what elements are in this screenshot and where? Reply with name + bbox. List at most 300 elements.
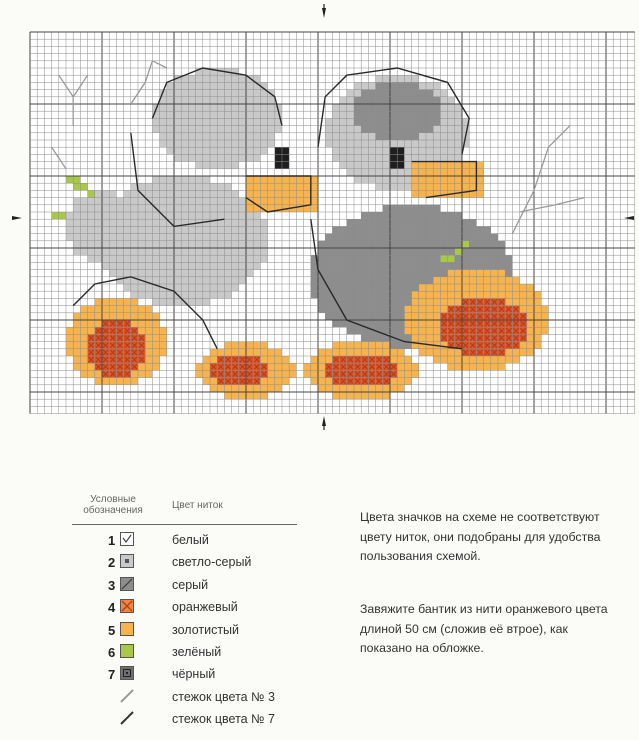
stitch-cell xyxy=(340,392,347,399)
stitch-cell xyxy=(404,334,411,341)
stitch-cell xyxy=(368,118,375,125)
stitch-cell xyxy=(232,147,239,154)
stitch-cell xyxy=(397,306,404,313)
stitch-cell xyxy=(397,378,404,385)
stitch-cell xyxy=(433,82,440,89)
stitch-cell xyxy=(246,147,253,154)
stitch-cell xyxy=(210,248,217,255)
stitch-cell xyxy=(160,334,167,341)
stitch-cell xyxy=(239,234,246,241)
stitch-cell xyxy=(260,133,267,140)
stitch-cell xyxy=(347,270,354,277)
stitch-cell xyxy=(368,385,375,392)
stitch-cell xyxy=(188,262,195,269)
stitch-cell xyxy=(397,90,404,97)
stitch-cell xyxy=(505,291,512,298)
stitch-cell xyxy=(73,342,80,349)
stitch-cell xyxy=(217,226,224,233)
stitch-cell xyxy=(376,241,383,248)
stitch-cell xyxy=(440,97,447,104)
legend-row xyxy=(72,575,312,597)
stitch-cell xyxy=(325,306,332,313)
stitch-cell xyxy=(167,126,174,133)
stitch-cell xyxy=(376,313,383,320)
stitch-cell xyxy=(174,82,181,89)
stitch-cell xyxy=(131,291,138,298)
stitch-cell xyxy=(347,306,354,313)
stitch-cell xyxy=(440,291,447,298)
stitch-cell xyxy=(167,291,174,298)
stitch-cell xyxy=(210,356,217,363)
stitch-cell xyxy=(145,327,152,334)
arrow-right-icon xyxy=(12,216,22,220)
stitch-cell xyxy=(476,234,483,241)
stitch-cell xyxy=(354,284,361,291)
stitch-cell xyxy=(332,277,339,284)
stitch-cell xyxy=(73,313,80,320)
stitch-cell xyxy=(160,118,167,125)
stitch-cell xyxy=(354,133,361,140)
stitch-cell xyxy=(376,248,383,255)
legend-label: серый xyxy=(172,577,209,592)
stitch-cell xyxy=(73,212,80,219)
stitch-cell xyxy=(232,198,239,205)
stitch-cell xyxy=(397,154,404,161)
stitch-cell xyxy=(275,126,282,133)
stitch-cell xyxy=(311,370,318,377)
stitch-cell xyxy=(152,349,159,356)
stitch-cell xyxy=(181,104,188,111)
stitch-cell xyxy=(260,241,267,248)
stitch-cell xyxy=(116,313,123,320)
legend-number: 6 xyxy=(108,644,116,660)
stitch-cell xyxy=(397,262,404,269)
stitch-cell xyxy=(368,284,375,291)
stitch-cell xyxy=(397,140,404,147)
stitch-cell xyxy=(196,205,203,212)
stitch-cell xyxy=(325,270,332,277)
stitch-cell xyxy=(397,327,404,334)
stitch-cell xyxy=(520,284,527,291)
stitch-cell xyxy=(397,205,404,212)
stitch-cell xyxy=(116,234,123,241)
stitch-cell xyxy=(412,291,419,298)
stitch-cell xyxy=(268,349,275,356)
stitch-cell xyxy=(361,349,368,356)
stitch-cell xyxy=(145,334,152,341)
stitch-cell xyxy=(325,255,332,262)
note-bow xyxy=(360,600,610,659)
stitch-cell xyxy=(174,118,181,125)
stitch-cell xyxy=(210,75,217,82)
stitch-cell xyxy=(476,270,483,277)
legend-symbol-slash-icon xyxy=(120,577,134,591)
stitch-cell xyxy=(527,306,534,313)
stitch-cell xyxy=(260,147,267,154)
stitch-cell xyxy=(217,270,224,277)
legend-symbol-dot-icon xyxy=(120,554,134,568)
stitch-cell xyxy=(181,291,188,298)
stitch-cell xyxy=(289,198,296,205)
stitch-cell xyxy=(397,219,404,226)
stitch-cell xyxy=(95,298,102,305)
stitch-cell xyxy=(520,291,527,298)
stitch-cell xyxy=(246,90,253,97)
stitch-cell xyxy=(224,392,231,399)
stitch-cell xyxy=(95,219,102,226)
stitch-cell xyxy=(390,327,397,334)
stitch-cell xyxy=(440,349,447,356)
stitch-cell xyxy=(376,298,383,305)
stitch-cell xyxy=(203,133,210,140)
stitch-cell xyxy=(196,82,203,89)
stitch-cell xyxy=(354,255,361,262)
stitch-cell xyxy=(397,342,404,349)
stitch-cell xyxy=(145,183,152,190)
stitch-cell xyxy=(239,198,246,205)
stitch-cell xyxy=(196,90,203,97)
legend xyxy=(72,494,312,727)
stitch-cell xyxy=(145,320,152,327)
stitch-cell xyxy=(268,190,275,197)
stitch-cell xyxy=(145,226,152,233)
stitch-cell xyxy=(188,277,195,284)
stitch-cell xyxy=(167,104,174,111)
stitch-cell xyxy=(232,277,239,284)
stitch-cell xyxy=(469,226,476,233)
stitch-cell xyxy=(383,298,390,305)
stitch-cell xyxy=(196,97,203,104)
stitch-cell xyxy=(426,248,433,255)
stitch-cell xyxy=(232,111,239,118)
stitch-cell xyxy=(361,133,368,140)
stitch-cell xyxy=(217,284,224,291)
stitch-cell xyxy=(210,291,217,298)
stitch-cell xyxy=(354,234,361,241)
stitch-cell xyxy=(203,298,210,305)
stitch-cell xyxy=(152,363,159,370)
stitch-cell xyxy=(311,190,318,197)
stitch-cell xyxy=(217,234,224,241)
stitch-cell xyxy=(332,349,339,356)
stitch-cell xyxy=(210,385,217,392)
stitch-cell xyxy=(455,140,462,147)
stitch-cell xyxy=(296,183,303,190)
stitch-cell xyxy=(491,356,498,363)
stitch-cell xyxy=(138,370,145,377)
stitch-cell xyxy=(498,284,505,291)
stitch-cell xyxy=(232,385,239,392)
stitch-cell xyxy=(426,255,433,262)
stitch-cell xyxy=(412,241,419,248)
stitch-cell xyxy=(390,183,397,190)
stitch-cell xyxy=(412,277,419,284)
stitch-cell xyxy=(476,356,483,363)
stitch-cell xyxy=(390,306,397,313)
stitch-cell xyxy=(426,176,433,183)
stitch-cell xyxy=(246,190,253,197)
stitch-cell xyxy=(217,291,224,298)
stitch-cell xyxy=(332,226,339,233)
stitch-cell xyxy=(361,284,368,291)
stitch-cell xyxy=(354,140,361,147)
stitch-cell xyxy=(426,82,433,89)
stitch-cell xyxy=(188,205,195,212)
stitch-cell xyxy=(433,262,440,269)
stitch-cell xyxy=(397,133,404,140)
stitch-cell xyxy=(239,226,246,233)
stitch-cell xyxy=(282,147,289,154)
stitch-cell xyxy=(469,183,476,190)
stitch-cell xyxy=(181,126,188,133)
stitch-cell xyxy=(232,234,239,241)
stitch-cell xyxy=(397,162,404,169)
stitch-cell xyxy=(534,342,541,349)
stitch-cell xyxy=(433,255,440,262)
stitch-cell xyxy=(433,241,440,248)
stitch-cell xyxy=(390,75,397,82)
stitch-cell xyxy=(476,190,483,197)
stitch-cell xyxy=(361,298,368,305)
stitch-cell xyxy=(203,97,210,104)
stitch-cell xyxy=(188,104,195,111)
stitch-cell xyxy=(426,183,433,190)
stitch-cell xyxy=(109,378,116,385)
stitch-cell xyxy=(282,176,289,183)
stitch-cell xyxy=(275,190,282,197)
stitch-cell xyxy=(167,190,174,197)
stitch-cell xyxy=(210,190,217,197)
stitch-cell xyxy=(232,97,239,104)
stitch-cell xyxy=(124,378,131,385)
stitch-cell xyxy=(318,378,325,385)
stitch-cell xyxy=(73,234,80,241)
stitch-cell xyxy=(376,385,383,392)
stitch-cell xyxy=(390,378,397,385)
stitch-cell xyxy=(397,234,404,241)
stitch-cell xyxy=(73,219,80,226)
legend-label: оранжевый xyxy=(172,600,238,615)
stitch-cell xyxy=(361,291,368,298)
stitch-cell xyxy=(203,363,210,370)
legend-number: 7 xyxy=(108,667,116,683)
stitch-cell xyxy=(469,356,476,363)
stitch-cell xyxy=(354,270,361,277)
stitch-cell xyxy=(419,248,426,255)
stitch-cell xyxy=(203,212,210,219)
stitch-cell xyxy=(376,212,383,219)
stitch-cell xyxy=(80,234,87,241)
stitch-cell xyxy=(160,255,167,262)
stitch-cell xyxy=(484,356,491,363)
stitch-cell xyxy=(138,234,145,241)
stitch-cell xyxy=(210,97,217,104)
stitch-cell xyxy=(224,277,231,284)
stitch-cell xyxy=(390,226,397,233)
stitch-cell xyxy=(217,349,224,356)
stitch-cell xyxy=(397,82,404,89)
stitch-cell xyxy=(246,111,253,118)
stitch-cell xyxy=(196,126,203,133)
stitch-cell xyxy=(368,82,375,89)
stitch-cell xyxy=(484,226,491,233)
stitch-cell xyxy=(116,226,123,233)
stitch-cell xyxy=(340,248,347,255)
stitch-cell xyxy=(361,226,368,233)
stitch-cell xyxy=(376,154,383,161)
stitch-cell xyxy=(340,291,347,298)
stitch-cell xyxy=(160,349,167,356)
stitch-cell xyxy=(232,75,239,82)
stitch-cell xyxy=(224,262,231,269)
stitch-cell xyxy=(131,198,138,205)
stitch-cell xyxy=(325,298,332,305)
stitch-cell xyxy=(325,118,332,125)
stitch-cell xyxy=(412,147,419,154)
stitch-cell xyxy=(325,356,332,363)
stitch-cell xyxy=(109,226,116,233)
stitch-cell xyxy=(347,104,354,111)
stitch-cell xyxy=(376,262,383,269)
stitch-cell xyxy=(404,327,411,334)
stitch-cell xyxy=(102,226,109,233)
stitch-cell xyxy=(167,270,174,277)
stitch-cell xyxy=(203,226,210,233)
stitch-cell xyxy=(160,219,167,226)
stitch-cell xyxy=(383,212,390,219)
stitch-cell xyxy=(196,262,203,269)
stitch-cell xyxy=(440,104,447,111)
stitch-cell xyxy=(476,169,483,176)
stitch-cell xyxy=(368,212,375,219)
stitch-cell xyxy=(376,277,383,284)
stitch-cell xyxy=(440,255,447,262)
stitch-cell xyxy=(145,356,152,363)
stitch-cell xyxy=(167,226,174,233)
stitch-cell xyxy=(376,234,383,241)
legend-label: чёрный xyxy=(172,667,216,682)
stitch-cell xyxy=(354,349,361,356)
stitch-cell xyxy=(80,183,87,190)
stitch-cell xyxy=(167,234,174,241)
stitch-cell xyxy=(224,104,231,111)
legend-number: 2 xyxy=(108,555,116,571)
stitch-cell xyxy=(455,118,462,125)
stitch-cell xyxy=(181,212,188,219)
stitch-cell xyxy=(224,82,231,89)
stitch-cell xyxy=(138,327,145,334)
stitch-cell xyxy=(318,363,325,370)
stitch-cell xyxy=(196,248,203,255)
stitch-cell xyxy=(196,118,203,125)
stitch-cell xyxy=(232,248,239,255)
stitch-cell xyxy=(520,349,527,356)
stitch-cell xyxy=(253,118,260,125)
stitch-cell xyxy=(160,176,167,183)
stitch-cell xyxy=(181,97,188,104)
stitch-cell xyxy=(196,154,203,161)
stitch-cell xyxy=(390,212,397,219)
legend-number: 1 xyxy=(108,533,116,548)
stitch-cell xyxy=(383,183,390,190)
stitch-cell xyxy=(167,198,174,205)
stitch-cell xyxy=(527,291,534,298)
stitch-cell xyxy=(116,205,123,212)
legend-label: стежок цвета № 7 xyxy=(172,712,275,727)
stitch-cell xyxy=(448,241,455,248)
stitch-cell xyxy=(383,169,390,176)
stitch-cell xyxy=(138,262,145,269)
stitch-cell xyxy=(354,241,361,248)
stitch-cell xyxy=(426,111,433,118)
stitch-cell xyxy=(512,277,519,284)
stitch-cell xyxy=(260,234,267,241)
stitch-cell xyxy=(73,334,80,341)
stitch-cell xyxy=(354,226,361,233)
stitch-cell xyxy=(404,226,411,233)
stitch-cell xyxy=(152,291,159,298)
stitch-cell xyxy=(116,248,123,255)
stitch-cell xyxy=(412,111,419,118)
stitch-cell xyxy=(224,248,231,255)
stitch-cell xyxy=(404,133,411,140)
legend-row xyxy=(72,664,312,686)
stitch-cell xyxy=(80,327,87,334)
stitch-cell xyxy=(419,118,426,125)
stitch-cell xyxy=(347,111,354,118)
stitch-cell xyxy=(534,306,541,313)
stitch-cell xyxy=(368,334,375,341)
stitch-cell xyxy=(383,147,390,154)
stitch-cell xyxy=(404,320,411,327)
stitch-cell xyxy=(174,298,181,305)
stitch-cell xyxy=(253,212,260,219)
stitch-cell xyxy=(232,162,239,169)
stitch-cell xyxy=(383,118,390,125)
stitch-cell xyxy=(268,378,275,385)
stitch-cell xyxy=(491,363,498,370)
stitch-cell xyxy=(102,205,109,212)
stitch-cell xyxy=(347,241,354,248)
stitch-cell xyxy=(188,90,195,97)
stitch-cell xyxy=(505,284,512,291)
stitch-cell xyxy=(253,111,260,118)
stitch-cell xyxy=(217,262,224,269)
stitch-cell xyxy=(232,118,239,125)
stitch-cell xyxy=(239,385,246,392)
stitch-cell xyxy=(196,241,203,248)
stitch-cell xyxy=(174,262,181,269)
stitch-cell xyxy=(469,219,476,226)
stitch-cell xyxy=(368,298,375,305)
stitch-cell xyxy=(260,255,267,262)
stitch-cell xyxy=(404,370,411,377)
stitch-cell xyxy=(361,313,368,320)
stitch-cell xyxy=(325,133,332,140)
stitch-cell xyxy=(361,154,368,161)
stitch-cell xyxy=(448,284,455,291)
stitch-cell xyxy=(426,270,433,277)
stitch-cell xyxy=(203,291,210,298)
stitch-cell xyxy=(498,363,505,370)
stitch-cell xyxy=(325,313,332,320)
stitch-cell xyxy=(440,183,447,190)
stitch-cell xyxy=(181,190,188,197)
stitch-cell xyxy=(95,234,102,241)
stitch-cell xyxy=(88,226,95,233)
stitch-cell xyxy=(160,298,167,305)
stitch-cell xyxy=(246,385,253,392)
